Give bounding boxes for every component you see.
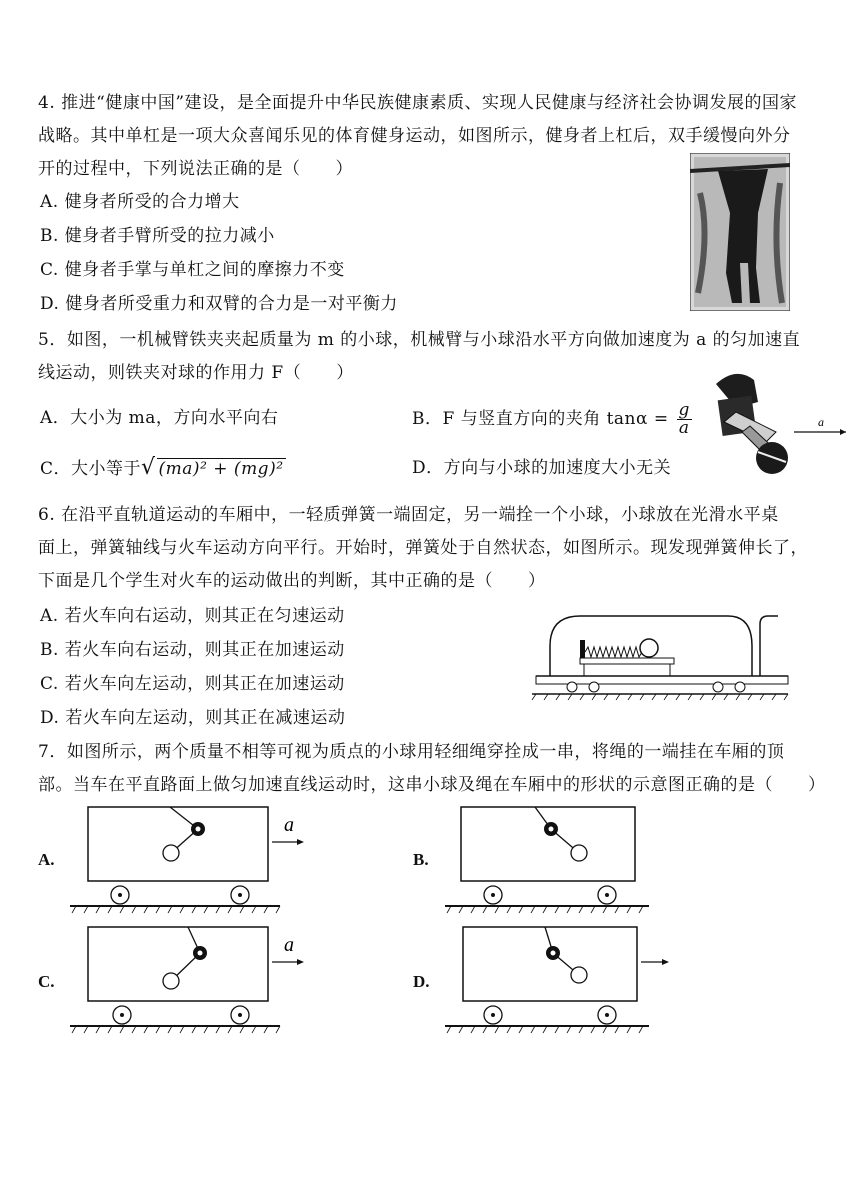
q5-option-d: D．方向与小球的加速度大小无关 (412, 458, 672, 478)
q5-option-c (40, 455, 286, 480)
q5-option-b-fraction (677, 402, 692, 437)
q6-stem-line1: 6. 在沿平直轨道运动的车厢中，一轻质弹簧一端固定，另一端拴一个小球，小球放在光滑水平桌 (38, 505, 779, 525)
q5-option-b-text: B．F 与竖直方向的夹角 tanα = (412, 409, 669, 429)
q4-option-b: B. 健身者手臂所受的拉力减小 (40, 226, 275, 246)
q7-label-c: C. (38, 972, 55, 991)
q5-option-b (412, 400, 692, 438)
q6-stem-line3: 下面是几个学生对火车的运动做出的判断，其中正确的是（ ） (38, 571, 546, 591)
q7-cart-d (445, 925, 685, 1037)
q4-stem-line1: 4. 推进“健康中国”建设，是全面提升中华民族健康素质、实现人民健康与经济社会协调发展的国家 (38, 93, 798, 113)
q5-option-c-text: C．大小等于 (40, 459, 142, 479)
q7-cart-b (445, 805, 685, 917)
q4-photo-pullup (690, 153, 790, 311)
q7-cart-a-accel-label: a (284, 814, 294, 836)
q7-cart-c (70, 925, 310, 1037)
q6-stem-line2: 面上，弹簧轴线与火车运动方向平行。开始时，弹簧处于自然状态，如图所示。现发现弹簧伸长了， (38, 538, 808, 558)
q6-option-a: A. 若火车向右运动，则其正在匀速运动 (40, 606, 345, 626)
q4-option-d: D. 健身者所受重力和双臂的合力是一对平衡力 (40, 294, 398, 314)
q4-stem-line3: 开的过程中，下列说法正确的是（ ） (38, 159, 353, 179)
q6-option-b: B. 若火车向右运动，则其正在加速运动 (40, 640, 345, 660)
q4-option-a: A. 健身者所受的合力增大 (40, 192, 240, 212)
q6-option-d: D. 若火车向左运动，则其正在减速运动 (40, 708, 346, 728)
q5-option-b-numerator: g (678, 400, 690, 420)
q7-label-a: A. (38, 850, 55, 869)
q4-stem-line2: 战略。其中单杠是一项大众喜闻乐见的体育健身运动，如图所示，健身者上杠后，双手缓慢向外分 (38, 126, 791, 146)
q6-train-car-figure (528, 610, 796, 706)
q7-stem-line1: 7．如图所示，两个质量不相等可视为质点的小球用轻细绳穿拴成一串，将绳的一端挂在车厢的顶 (38, 742, 785, 762)
q5-stem-line2: 线运动，则铁夹对球的作用力 F（ ） (38, 363, 354, 383)
q5-sqrt-sign: √ (141, 455, 156, 480)
q5-option-b-denominator: a (678, 418, 690, 438)
q7-cart-c-accel-label: a (284, 934, 294, 956)
q4-option-c: C. 健身者手掌与单杠之间的摩擦力不变 (40, 260, 345, 280)
q7-label-b: B. (413, 850, 429, 869)
q5-stem-line1: 5．如图，一机械臂铁夹夹起质量为 m 的小球，机械臂与小球沿水平方向做加速度为 a 的匀加速直 (38, 330, 801, 350)
q5-option-c-expr: (ma)² + (mg)² (158, 459, 284, 479)
q6-option-c: C. 若火车向左运动，则其正在加速运动 (40, 674, 345, 694)
q7-stem-line2: 部。当车在平直路面上做匀加速直线运动时，这串小球及绳在车厢中的形状的示意图正确的是（ ） (38, 775, 826, 795)
q5-option-a: A．大小为 ma，方向水平向右 (40, 408, 279, 428)
q5-robot-arm-figure (706, 362, 856, 486)
q5-figure-accel-label: a (818, 415, 824, 429)
q7-cart-a (70, 805, 310, 917)
q7-label-d: D. (413, 972, 430, 991)
